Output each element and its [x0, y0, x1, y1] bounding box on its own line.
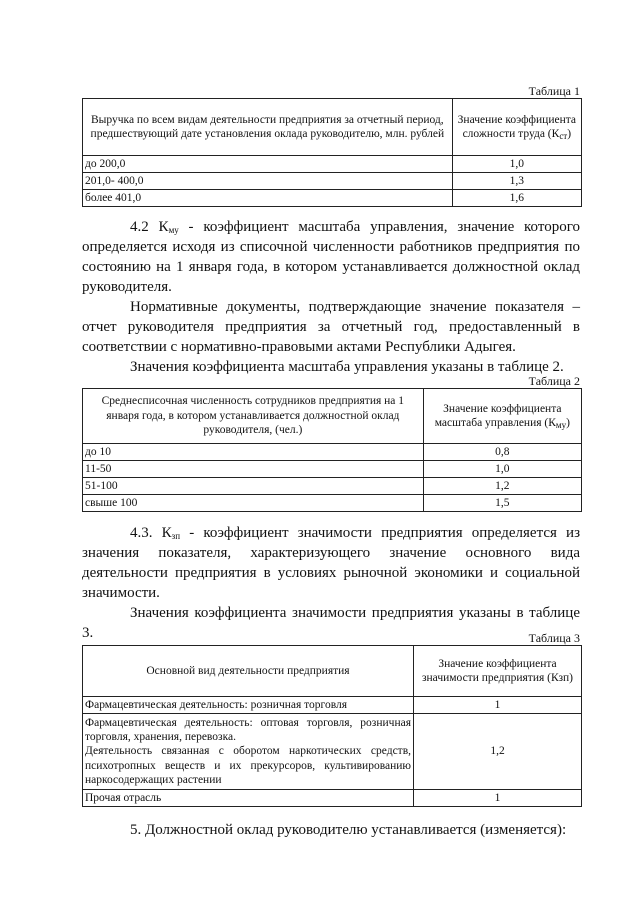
- table-row: [83, 190, 582, 207]
- table-3-caption: Таблица 3: [528, 631, 580, 645]
- table-3-cell-label: Фармацевтическая деятельность: оптовая торговля, розничная торговля, хранения, перевозка. Деятельность связанная с оборотом наркотических средств, психотропных веществ и их прекурсоров, культивированию наркосодержащих растении: [83, 714, 414, 790]
- table-2-header-col2: Значение коэффициента масштаба управления $(К_{му})$: [423, 389, 581, 444]
- table-1-header-col1: Выручка по всем видам деятельности предприятия за отчетный период, предшествующий дате установления оклада руководителю, млн. рублей: [83, 99, 453, 156]
- section-4-2-paragraph-3: Значения коэффициента масштаба управления указаны в таблице 2.: [130, 359, 564, 375]
- section-4-3-paragraph-1: 4.3. $К_{зп}$ - коэффициент значимости предприятия определяется из значения показателя, характеризующего значение основного вида деятельности предприятия в условиях рыночной экономики и социальной значимости.: [82, 525, 580, 601]
- section-4-2-paragraph-1: 4.2 $К_{му}$ - коэффициент масштаба управления, значение которого определяется исходя из списочной численности работников предприятия по состоянию на 1 января года, в котором устанавливается должностной оклад руководителя.: [82, 219, 580, 295]
- table-1-cell-label: более 401,0: [83, 190, 453, 207]
- table-2-cell-value: 1,2: [423, 478, 581, 495]
- table-3-cell-value: 1: [414, 697, 582, 714]
- table-3-cell-value: 1,2: [414, 714, 582, 790]
- table-3-cell-label: Прочая отрасль: [83, 790, 414, 807]
- section-4-3: [82, 523, 580, 643]
- table-1-header-col2: Значение коэффициента сложности труда $(К_{ст})$: [452, 99, 581, 156]
- table-row: [83, 444, 582, 461]
- table-2-cell-label: до 10: [83, 444, 424, 461]
- table-row: [83, 478, 582, 495]
- section-5-paragraph-1: 5. Должностной оклад руководителю устанавливается (изменяется):: [130, 822, 567, 838]
- table-row: [83, 173, 582, 190]
- section-5: [82, 820, 580, 840]
- table-1-caption: Таблица 1: [528, 84, 580, 98]
- table-2-cell-value: 0,8: [423, 444, 581, 461]
- table-row: [83, 714, 582, 790]
- table-1-cell-label: до 200,0: [83, 156, 453, 173]
- table-2-cell-label: свыше 100: [83, 495, 424, 512]
- table-2-cell-label: 11-50: [83, 461, 424, 478]
- section-4-3-paragraph-2: Значения коэффициента значимости предприятия указаны в таблице 3.: [82, 605, 580, 641]
- table-1-cell-label: 201,0- 400,0: [83, 173, 453, 190]
- table-2-header-col1: Среднесписочная численность сотрудников предприятия на 1 января года, в котором устанавливается должностной оклад руководителя, (чел.): [83, 389, 424, 444]
- table-2-cell-label: 51-100: [83, 478, 424, 495]
- table-1-cell-value: 1,3: [452, 173, 581, 190]
- table-row: [83, 697, 582, 714]
- table-1-cell-value: 1,6: [452, 190, 581, 207]
- section-4-2: [82, 217, 580, 377]
- table-1-header-row: [83, 99, 582, 156]
- table-3-cell-value: 1: [414, 790, 582, 807]
- table-3: [82, 645, 582, 807]
- table-3-cell-label: Фармацевтическая деятельность: розничная торговля: [83, 697, 414, 714]
- table-row: [83, 461, 582, 478]
- table-2-caption: Таблица 2: [528, 374, 580, 388]
- table-2: [82, 388, 582, 512]
- table-2-header-row: [83, 389, 582, 444]
- table-3-header-col1: Основной вид деятельности предприятия: [83, 646, 414, 697]
- table-2-cell-value: 1,5: [423, 495, 581, 512]
- table-3-header-col2: Значение коэффициента значимости предприятия (Кзп): [414, 646, 582, 697]
- table-1: [82, 98, 582, 207]
- table-1-cell-value: 1,0: [452, 156, 581, 173]
- table-row: [83, 790, 582, 807]
- table-3-header-row: [83, 646, 582, 697]
- table-row: [83, 156, 582, 173]
- section-4-2-paragraph-2: Нормативные документы, подтверждающие значение показателя – отчет руководителя предприятия за отчетный год, предоставленный в соответствии с нормативно-правовыми актами Республики Адыгея.: [82, 299, 580, 355]
- table-2-cell-value: 1,0: [423, 461, 581, 478]
- table-row: [83, 495, 582, 512]
